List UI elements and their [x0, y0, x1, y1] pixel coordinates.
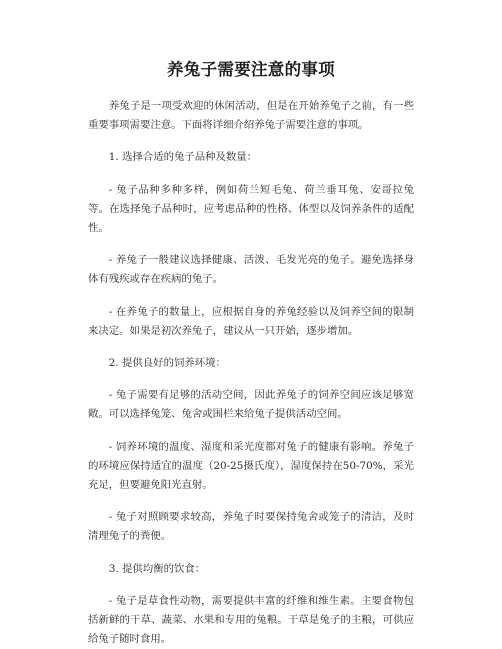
list-item: - 兔子是草食性动物，需要提供丰富的纤维和维生素。主要食物包括新鲜的干草、蔬菜、水果和专用的兔粮。干草是兔子的主粮，可供应给兔子随时食用。	[88, 594, 414, 646]
list-item: - 兔子对照顾要求较高，养兔子时要保持兔舍或笼子的清洁，及时清理兔子的粪便。	[88, 511, 414, 543]
section-heading-3: 3. 提供均衡的饮食：	[108, 562, 206, 575]
intro-paragraph: 养兔子是一项受欢迎的休闲活动，但是在开始养兔子之前，有一些重要事项需要注意。下面将详细介绍养兔子需要注意的事项。	[88, 100, 414, 132]
section-heading-2: 2. 提供良好的饲养环境：	[108, 357, 226, 370]
document-body	[88, 97, 414, 649]
document-title: 养兔子需要注意的事项	[167, 60, 335, 79]
list-item: - 养兔子一般建议选择健康、活泼、毛发光亮的兔子。避免选择身体有残疾或存在疾病的兔子。	[88, 254, 414, 286]
list-item: - 兔子需要有足够的活动空间，因此养兔子的饲养空间应该足够宽敞。可以选择兔笼、兔舍或围栏来给兔子提供活动空间。	[88, 389, 414, 421]
list-item: - 饲养环境的温度、湿度和采光度都对兔子的健康有影响。养兔子的环境应保持适宜的温度（20-25摄氏度），湿度保持在50-70%，采光充足，但要避免阳光直射。	[88, 440, 414, 492]
list-item: - 兔子品种多种多样，例如荷兰短毛兔、荷兰垂耳兔、安哥拉兔等。在选择兔子品种时，应考虑品种的性格、体型以及饲养条件的适配性。	[88, 183, 414, 235]
section-heading-1: 1. 选择合适的兔子品种及数量：	[108, 151, 258, 164]
list-item: - 在养兔子的数量上，应根据自身的养兔经验以及饲养空间的限制来决定。如果是初次养兔子，建议从一只开始，逐步增加。	[88, 305, 414, 337]
